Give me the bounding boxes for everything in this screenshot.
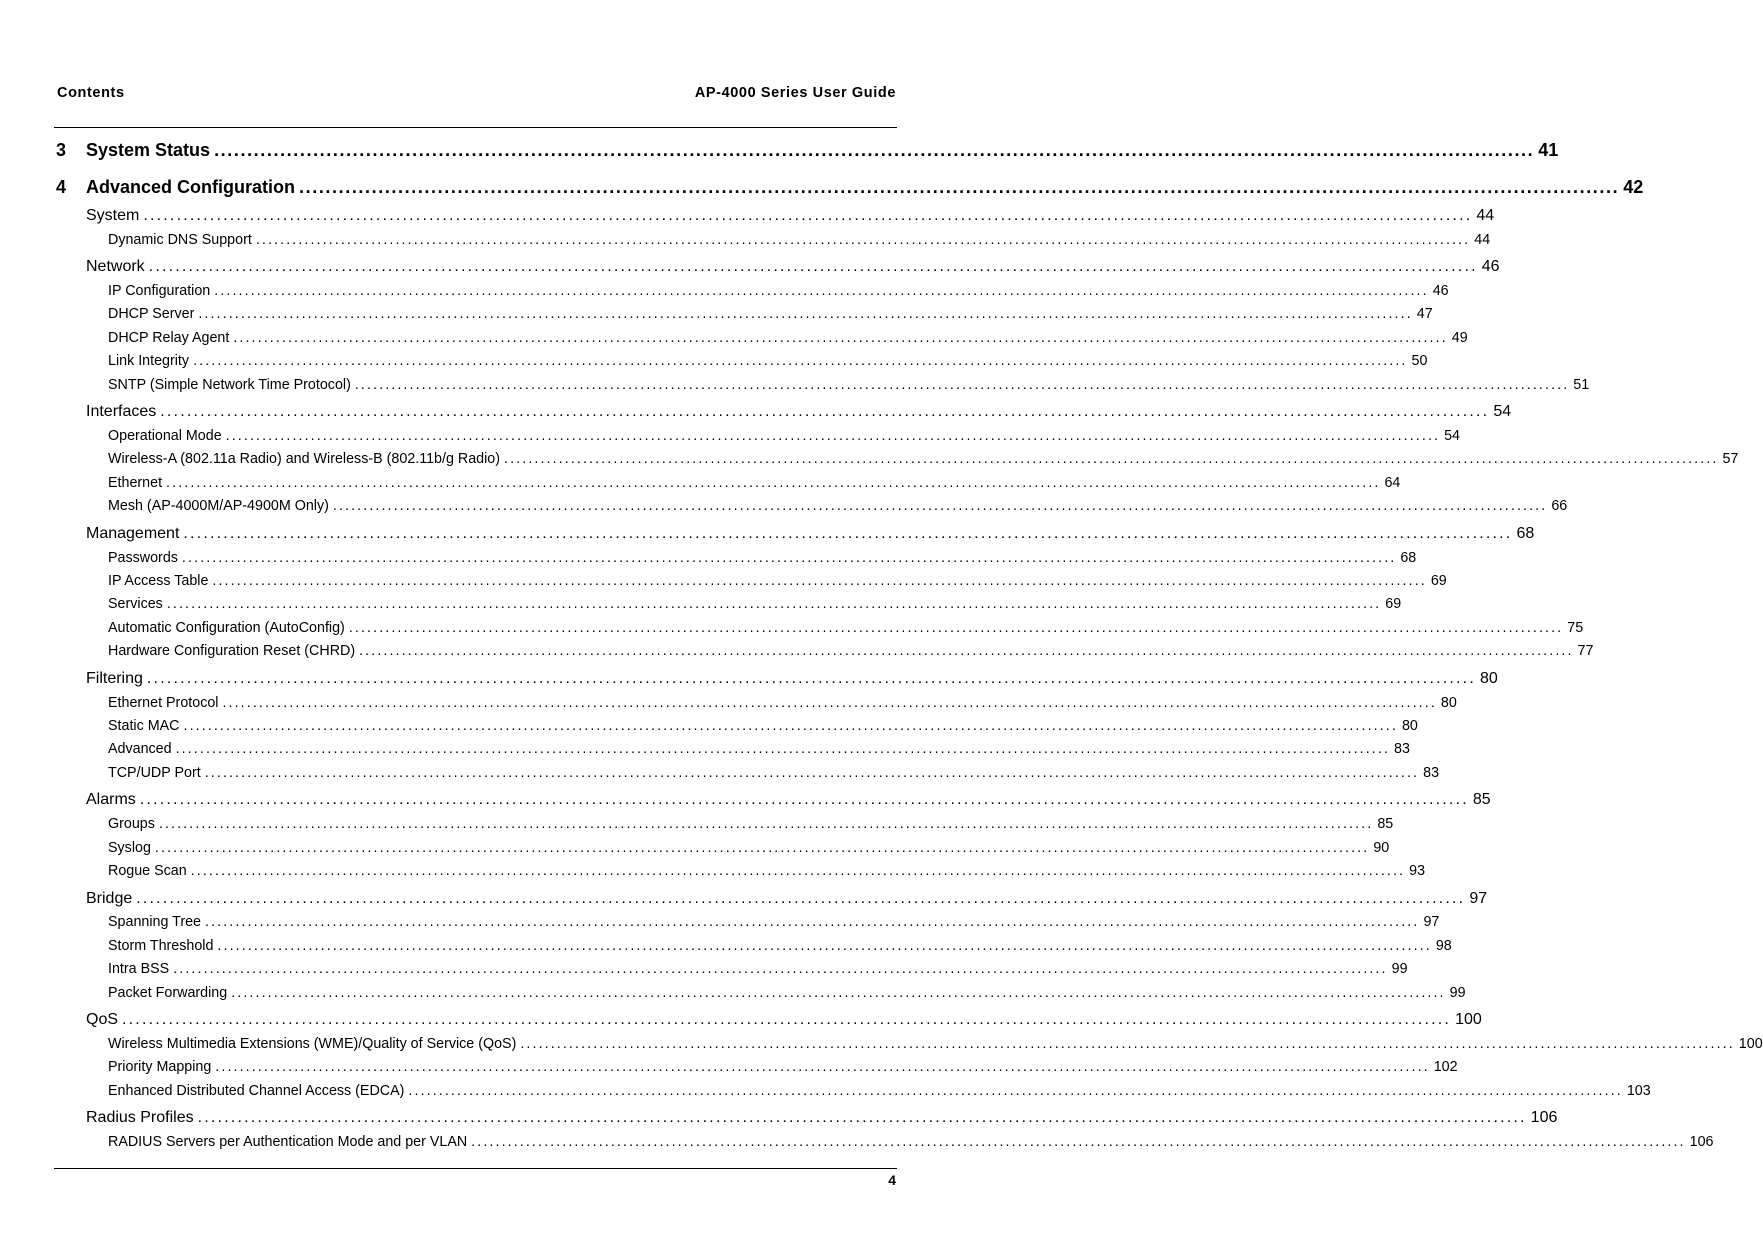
- toc-chapter-number: 4: [56, 177, 67, 197]
- toc-page-number[interactable]: 57: [1722, 451, 1739, 467]
- toc-entry[interactable]: [108, 1059, 1458, 1075]
- toc-dot-leader: ........................................................................................................................................................................................................: [408, 1083, 1623, 1099]
- toc-dot-leader: ........................................................................................................................................................................................................: [212, 573, 1427, 589]
- toc-entry-title[interactable]: Operational Mode: [108, 428, 222, 444]
- toc-dot-leader: ........................................................................................................................................................................................................: [332, 498, 1548, 514]
- toc-entry[interactable]: [108, 863, 1426, 879]
- toc-page-number[interactable]: 97: [1469, 890, 1488, 907]
- toc-page-number[interactable]: 64: [1384, 475, 1401, 491]
- toc-page-number[interactable]: 100: [1738, 1036, 1763, 1052]
- toc-dot-leader: ........................................................................................................................................................................................................: [146, 670, 1476, 687]
- toc-entry[interactable]: [108, 475, 1401, 491]
- toc-entry-title[interactable]: Rogue Scan: [108, 863, 187, 879]
- toc-dot-leader: ........................................................................................................................................................................................................: [166, 596, 1382, 612]
- toc-page-number[interactable]: 41: [1538, 140, 1559, 160]
- toc-page-number[interactable]: 80: [1401, 718, 1418, 734]
- toc-dot-leader: ........................................................................................................................................................................................................: [160, 403, 1490, 420]
- toc-entry[interactable]: [108, 718, 1418, 734]
- toc-dot-leader: ........................................................................................................................................................................................................: [183, 718, 1398, 734]
- toc-entry-title[interactable]: Dynamic DNS Support: [108, 232, 252, 248]
- toc-dot-leader: ........................................................................................................................................................................................................: [225, 428, 1441, 444]
- toc-page-number[interactable]: 80: [1479, 670, 1498, 687]
- toc-entry[interactable]: [108, 741, 1410, 757]
- toc-entry[interactable]: [108, 306, 1433, 322]
- toc-entry[interactable]: [108, 765, 1440, 781]
- toc-dot-leader: ........................................................................................................................................................................................................: [214, 283, 1429, 299]
- toc-dot-leader: ........................................................................................................................................................................................................: [173, 961, 1388, 977]
- toc-entry[interactable]: [108, 377, 1590, 393]
- toc-page-number[interactable]: 83: [1423, 765, 1440, 781]
- toc-dot-leader: ........................................................................................................................................................................................................: [158, 816, 1374, 832]
- toc-entry-title[interactable]: Automatic Configuration (AutoConfig): [108, 620, 345, 636]
- toc-entry-title[interactable]: System Status: [86, 140, 211, 160]
- toc-dot-leader: ........................................................................................................................................................................................................: [354, 377, 1570, 393]
- toc-dot-leader: ........................................................................................................................................................................................................: [222, 695, 1437, 711]
- toc-page-number[interactable]: 54: [1444, 428, 1460, 444]
- toc-page-number[interactable]: 85: [1377, 816, 1394, 832]
- toc-page-number[interactable]: 85: [1472, 791, 1491, 808]
- page-number: 4: [888, 1172, 896, 1188]
- toc-dot-leader: ........................................................................................................................................................................................................: [136, 890, 1466, 907]
- header-section-title: Contents: [57, 85, 125, 101]
- toc-page-number[interactable]: 54: [1493, 403, 1512, 420]
- toc-entry[interactable]: [108, 596, 1402, 612]
- toc-entry-title[interactable]: Network: [86, 258, 145, 275]
- toc-entry[interactable]: [86, 670, 1498, 688]
- toc-entry-title[interactable]: Services: [108, 596, 163, 612]
- toc-entry[interactable]: [108, 1083, 1651, 1099]
- toc-entry-title[interactable]: Advanced: [108, 741, 172, 757]
- toc-entry[interactable]: [108, 914, 1440, 930]
- toc-entry[interactable]: [86, 207, 1495, 225]
- header-document-title: AP-4000 Series User Guide: [694, 85, 896, 101]
- toc-entry-title[interactable]: SNTP (Simple Network Time Protocol): [108, 377, 351, 393]
- toc-entry[interactable]: [108, 620, 1584, 636]
- toc-entry-title[interactable]: Ethernet: [108, 475, 163, 491]
- toc-dot-leader: ........................................................................................................................................................................................................: [197, 1109, 1527, 1126]
- toc-page-number[interactable]: 93: [1409, 863, 1426, 879]
- toc-page-number[interactable]: 44: [1476, 207, 1495, 224]
- toc-entry[interactable]: [86, 525, 1535, 543]
- toc-page-number[interactable]: 46: [1481, 258, 1500, 275]
- toc-dot-leader: ........................................................................................................................................................................................................: [255, 232, 1471, 248]
- toc-page-number[interactable]: 106: [1689, 1134, 1714, 1150]
- toc-entry-title[interactable]: Syslog: [108, 840, 151, 856]
- toc-entry[interactable]: [108, 985, 1466, 1001]
- toc-dot-leader: ........................................................................................................................................................................................................: [198, 306, 1413, 322]
- toc-dot-leader: ........................................................................................................................................................................................................: [348, 620, 1564, 636]
- toc-entry-title[interactable]: IP Access Table: [108, 573, 209, 589]
- toc-entry[interactable]: [86, 403, 1512, 421]
- toc-page-number[interactable]: 69: [1385, 596, 1402, 612]
- toc-entry-title[interactable]: Enhanced Distributed Channel Access (EDCA): [108, 1083, 405, 1099]
- toc-entry-title[interactable]: Alarms: [86, 791, 136, 808]
- toc-page-number[interactable]: 102: [1433, 1059, 1458, 1075]
- toc-dot-leader: ........................................................................................................................................................................................................: [215, 1059, 1430, 1075]
- toc-entry-title[interactable]: Radius Profiles: [86, 1109, 194, 1126]
- toc-entry-title[interactable]: Spanning Tree: [108, 914, 201, 930]
- toc-page-number[interactable]: 97: [1423, 914, 1440, 930]
- toc-entry-title[interactable]: Ethernet Protocol: [108, 695, 219, 711]
- toc-entry[interactable]: [86, 1011, 1482, 1029]
- toc-entry-title[interactable]: RADIUS Servers per Authentication Mode and per VLAN: [108, 1134, 468, 1150]
- toc-page-number[interactable]: 100: [1455, 1011, 1482, 1028]
- toc-entry-title[interactable]: Passwords: [108, 550, 178, 566]
- toc-page-number[interactable]: 50: [1411, 353, 1428, 369]
- toc-dot-leader: ........................................................................................................................................................................................................: [504, 451, 1719, 467]
- toc-page-number[interactable]: 98: [1435, 938, 1452, 954]
- toc-dot-leader: ........................................................................................................................................................................................................: [154, 840, 1370, 856]
- toc-page-number[interactable]: 42: [1623, 177, 1644, 197]
- toc-dot-leader: ........................................................................................................................................................................................................: [166, 475, 1381, 491]
- toc-entry-title[interactable]: Filtering: [86, 670, 143, 687]
- toc-entry-title[interactable]: Management: [86, 525, 180, 542]
- toc-entry[interactable]: [108, 283, 1449, 299]
- toc-entry-title[interactable]: Storm Threshold: [108, 938, 214, 954]
- toc-dot-leader: ........................................................................................................................................................................................................: [190, 863, 1406, 879]
- toc-entry-title[interactable]: QoS: [86, 1011, 119, 1028]
- toc-entry[interactable]: [108, 428, 1460, 444]
- toc-dot-leader: ........................................................................................................................................................................................................: [359, 643, 1574, 659]
- toc-page-number[interactable]: 75: [1567, 620, 1584, 636]
- toc-page-number[interactable]: 51: [1573, 377, 1590, 393]
- toc-entry-title[interactable]: Priority Mapping: [108, 1059, 212, 1075]
- toc-page-number[interactable]: 49: [1451, 330, 1468, 346]
- toc-entry-title[interactable]: TCP/UDP Port: [108, 765, 201, 781]
- toc-entry[interactable]: [108, 695, 1457, 711]
- toc-entry-title[interactable]: Wireless Multimedia Extensions (WME)/Quality of Service (QoS): [108, 1036, 517, 1052]
- toc-dot-leader: ........................................................................................................................................................................................................: [520, 1036, 1735, 1052]
- toc-dot-leader: ........................................................................................................................................................................................................: [233, 330, 1448, 346]
- toc-entry-title[interactable]: DHCP Server: [108, 306, 195, 322]
- toc-dot-leader: ........................................................................................................................................................................................................: [205, 914, 1420, 930]
- toc-entry[interactable]: [108, 353, 1428, 369]
- toc-page-number[interactable]: 44: [1474, 232, 1491, 248]
- toc-entry[interactable]: [56, 140, 1559, 161]
- toc-entry-title[interactable]: Static MAC: [108, 718, 180, 734]
- toc-page-number[interactable]: 106: [1530, 1109, 1558, 1126]
- page-header: [57, 85, 896, 101]
- toc-page-number[interactable]: 99: [1449, 985, 1466, 1001]
- toc-entry-title[interactable]: System: [86, 207, 140, 224]
- toc-dot-leader: ........................................................................................................................................................................................................: [193, 353, 1408, 369]
- toc-dot-leader: ........................................................................................................................................................................................................: [181, 550, 1397, 566]
- toc-entry-title[interactable]: Hardware Configuration Reset (CHRD): [108, 643, 356, 659]
- toc-dot-leader: ........................................................................................................................................................................................................: [471, 1134, 1686, 1150]
- toc-dot-leader: ........................................................................................................................................................................................................: [217, 938, 1432, 954]
- toc-page-number[interactable]: 99: [1391, 961, 1408, 977]
- toc-page-number[interactable]: 69: [1430, 573, 1447, 589]
- toc-entry[interactable]: [108, 643, 1594, 659]
- toc-entry[interactable]: [108, 938, 1452, 954]
- toc-entry-title[interactable]: DHCP Relay Agent: [108, 330, 230, 346]
- toc-entry-title[interactable]: Wireless-A (802.11a Radio) and Wireless-B (802.11b/g Radio): [108, 451, 501, 467]
- toc-dot-leader: ........................................................................................................................................................................................................: [183, 525, 1513, 542]
- toc-entry[interactable]: [108, 816, 1394, 832]
- toc-page-number[interactable]: 46: [1432, 283, 1449, 299]
- toc-entry[interactable]: [108, 232, 1491, 248]
- header-divider: [54, 127, 897, 128]
- toc-entry[interactable]: [108, 961, 1408, 977]
- toc-entry-title[interactable]: IP Configuration: [108, 283, 211, 299]
- toc-entry[interactable]: [108, 1134, 1714, 1150]
- toc-page-number[interactable]: 66: [1551, 498, 1568, 514]
- toc-chapter-number: 3: [56, 140, 67, 160]
- toc-dot-leader: ........................................................................................................................................................................................................: [175, 741, 1391, 757]
- toc-page-number[interactable]: 68: [1400, 550, 1417, 566]
- footer-divider: [54, 1168, 897, 1169]
- toc-page-number[interactable]: 68: [1516, 525, 1535, 542]
- toc-entry-title[interactable]: Advanced Configuration: [86, 177, 296, 197]
- toc-entry[interactable]: [86, 890, 1488, 908]
- toc-entry[interactable]: [108, 550, 1417, 566]
- toc-dot-leader: ........................................................................................................................................................................................................: [122, 1011, 1452, 1028]
- toc-entry[interactable]: [86, 258, 1500, 276]
- toc-entry[interactable]: [108, 498, 1568, 514]
- toc-dot-leader: ........................................................................................................................................................................................................: [299, 177, 1620, 197]
- toc-entry-title[interactable]: Intra BSS: [108, 961, 170, 977]
- toc-entry[interactable]: [86, 791, 1491, 809]
- toc-entry[interactable]: [56, 177, 1644, 198]
- toc-page-number[interactable]: 103: [1626, 1083, 1651, 1099]
- toc-page-number[interactable]: 77: [1577, 643, 1594, 659]
- toc-page-number[interactable]: 90: [1373, 840, 1390, 856]
- toc-page-number[interactable]: 83: [1394, 741, 1410, 757]
- toc-entry[interactable]: [108, 573, 1447, 589]
- toc-entry-title[interactable]: Groups: [108, 816, 155, 832]
- toc-page-number[interactable]: 80: [1440, 695, 1457, 711]
- toc-entry-title[interactable]: Mesh (AP-4000M/AP-4900M Only): [108, 498, 329, 514]
- toc-dot-leader: ........................................................................................................................................................................................................: [204, 765, 1420, 781]
- toc-page-number[interactable]: 47: [1416, 306, 1433, 322]
- toc-entry-title[interactable]: Link Integrity: [108, 353, 190, 369]
- toc-dot-leader: ........................................................................................................................................................................................................: [148, 258, 1478, 275]
- toc-entry-title[interactable]: Packet Forwarding: [108, 985, 228, 1001]
- toc-entry[interactable]: [108, 451, 1739, 467]
- toc-entry[interactable]: [108, 1036, 1763, 1052]
- toc-entry[interactable]: [108, 840, 1390, 856]
- toc-dot-leader: ........................................................................................................................................................................................................: [231, 985, 1446, 1001]
- toc-entry-title[interactable]: Interfaces: [86, 403, 157, 420]
- toc-entry-title[interactable]: Bridge: [86, 890, 133, 907]
- toc-dot-leader: ........................................................................................................................................................................................................: [143, 207, 1473, 224]
- toc-entry[interactable]: [86, 1109, 1558, 1127]
- toc-entry[interactable]: [108, 330, 1468, 346]
- toc-dot-leader: ........................................................................................................................................................................................................: [214, 140, 1535, 160]
- toc-dot-leader: ........................................................................................................................................................................................................: [139, 791, 1469, 808]
